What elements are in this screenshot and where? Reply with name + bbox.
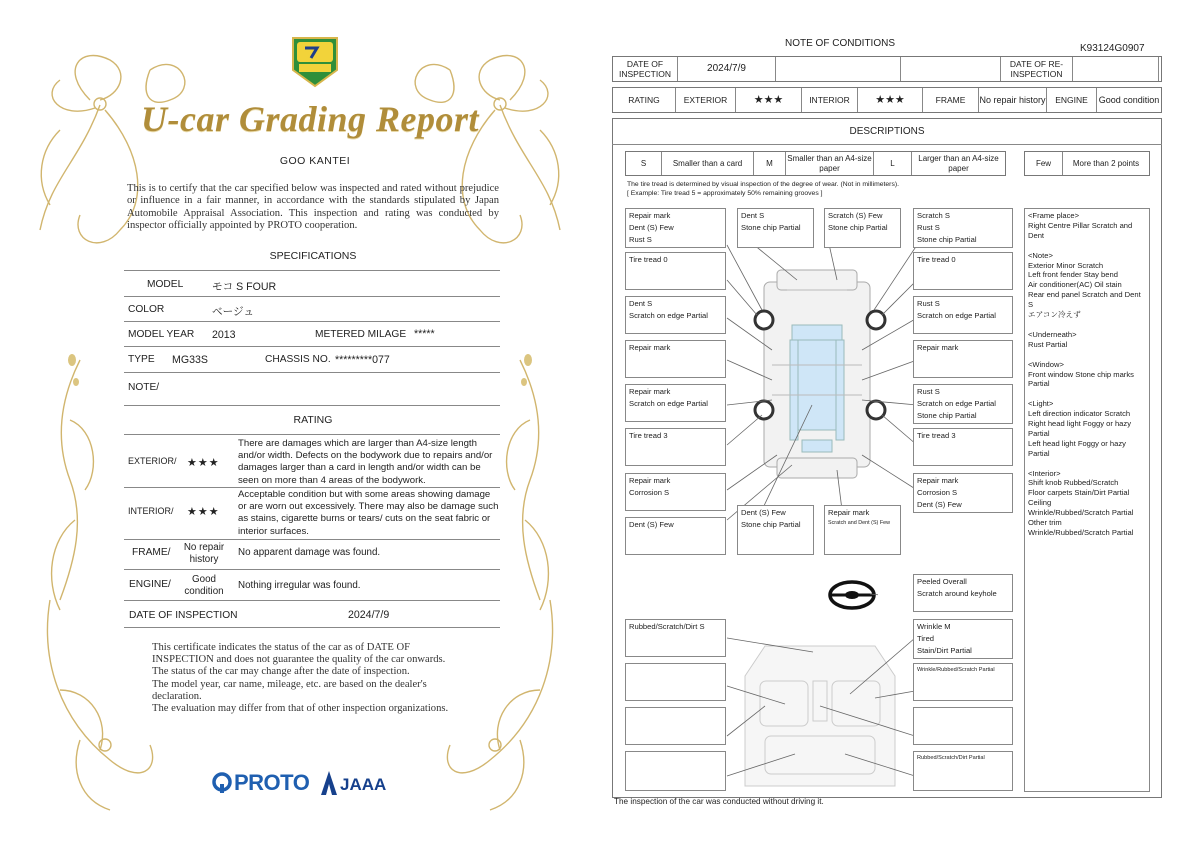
date-value: 2024/7/9 bbox=[348, 609, 390, 621]
engine-value: Good condition bbox=[1098, 95, 1160, 105]
note-empty bbox=[913, 707, 1013, 745]
exterior-label: EXTERIOR bbox=[676, 88, 736, 112]
frame-value: No repair history bbox=[183, 542, 225, 565]
engine-label: ENGINE/ bbox=[129, 579, 171, 590]
chassis-label: CHASSIS NO. bbox=[265, 354, 331, 365]
frame-label: FRAME/ bbox=[132, 547, 171, 558]
note-right-rear-quarter: Repair mark Corrosion S Dent (S) Few bbox=[913, 473, 1013, 513]
proto-logo-icon bbox=[212, 772, 232, 794]
frame-description: No apparent damage was found. bbox=[238, 547, 381, 558]
inspection-footer-note: The inspection of the car was conducted without driving it. bbox=[614, 797, 824, 806]
color-label: COLOR bbox=[128, 304, 165, 315]
interior-stars: ★★★ bbox=[858, 88, 923, 112]
model-year-label: MODEL YEAR bbox=[128, 329, 195, 340]
note-rear-center-right-sub: Scratch and Dent (S) Few bbox=[828, 520, 891, 526]
rating-row bbox=[612, 87, 1162, 113]
frame-value: No repair history bbox=[979, 88, 1047, 112]
interior-stars: ★★★ bbox=[187, 506, 220, 518]
goo-kantei-badge-icon bbox=[287, 32, 343, 90]
legend-code: S bbox=[626, 152, 662, 175]
divider bbox=[124, 321, 500, 322]
note-left-door-front: Repair mark bbox=[625, 340, 726, 378]
proto-logo-text: PROTO bbox=[234, 770, 310, 795]
few-legend bbox=[1024, 151, 1150, 176]
type-label: TYPE bbox=[128, 354, 155, 365]
divider bbox=[124, 569, 500, 570]
exterior-stars: ★★★ bbox=[187, 457, 220, 469]
divider bbox=[124, 539, 500, 540]
divider bbox=[124, 346, 500, 347]
note-front-center-left: Dent S Stone chip Partial bbox=[737, 208, 814, 248]
tire-tread-note: The tire tread is determined by visual inspection of the degree of wear. (Not in millimeters). [ Example: Tire tread 5 = approximately 50% remaining grooves ] bbox=[627, 181, 899, 197]
empty-cell bbox=[776, 57, 901, 81]
legend-desc: Smaller than an A4-size paper bbox=[786, 152, 874, 175]
note-tire-rear-left: Tire tread 3 bbox=[625, 428, 726, 466]
model-label: MODEL bbox=[147, 279, 184, 290]
exterior-stars: ★★★ bbox=[736, 88, 802, 112]
steering-wheel-icon bbox=[826, 578, 878, 612]
reinspection-label: DATE OF RE-INSPECTION bbox=[1001, 57, 1073, 81]
reinspection-value bbox=[1073, 57, 1159, 81]
type-value: MG33S bbox=[172, 354, 208, 366]
chassis-value: *********077 bbox=[335, 354, 390, 366]
note-rear-center-right-title: Repair mark bbox=[828, 508, 870, 517]
model-year-value: 2013 bbox=[212, 329, 236, 341]
conditions-title: NOTE OF CONDITIONS bbox=[785, 38, 895, 49]
note-left-rear-quarter: Repair mark Corrosion S bbox=[625, 473, 726, 511]
date-label: DATE OF INSPECTION bbox=[613, 57, 678, 81]
specifications-heading: SPECIFICATIONS bbox=[269, 250, 357, 262]
jaaa-logo-icon bbox=[320, 770, 338, 796]
exterior-description: There are damages which are larger than A4-size length and/or width. Defects on the bodywork due to repairs and/or damages larger than a card in length and/or width can be seen on more than 4 areas of the bodywork. bbox=[238, 438, 493, 486]
size-legend bbox=[625, 151, 1006, 176]
descriptions-heading: DESCRIPTIONS bbox=[612, 118, 1162, 145]
color-value: ベージュ bbox=[212, 306, 254, 318]
certificate-subtitle: GOO KANTEI bbox=[279, 155, 351, 167]
car-interior-diagram bbox=[725, 636, 915, 798]
mileage-value: ***** bbox=[414, 328, 435, 340]
note-right-fender: Rust S Scratch on edge Partial bbox=[913, 296, 1013, 334]
engine-value: Good condition bbox=[184, 574, 224, 597]
engine-label: ENGINE bbox=[1047, 88, 1097, 112]
certificate-title: U-car Grading Report bbox=[140, 99, 479, 139]
mileage-label: METERED MILAGE bbox=[315, 329, 407, 340]
note-rear-right: Rubbed/Scratch/Dirt Partial bbox=[913, 751, 1013, 791]
note-rear-center-left: Dent (S) Few Stone chip Partial bbox=[737, 505, 814, 555]
date-label: DATE OF INSPECTION bbox=[129, 610, 238, 621]
note-rear-left: Dent (S) Few bbox=[625, 517, 726, 555]
certificate-intro: This is to certify that the car specified below was inspected and rated without prejudice or influence in a fair manner, in accordance with the standards stipulated by Japan Automobile Appraisal Association. This inspection and rating was conducted by inspector officially appointed by PROTO cooperation. bbox=[127, 183, 499, 232]
divider bbox=[124, 405, 500, 406]
note-empty bbox=[625, 663, 726, 701]
jaaa-logo-text: JAAA bbox=[340, 775, 387, 794]
note-right-door-front: Repair mark bbox=[913, 340, 1013, 378]
divider bbox=[124, 372, 500, 373]
note-left-fender: Dent S Scratch on edge Partial bbox=[625, 296, 726, 334]
note-front-right-top: Scratch S Rust S Stone chip Partial bbox=[913, 208, 1013, 248]
note-front-center-right: Scratch (S) Few Stone chip Partial bbox=[824, 208, 901, 248]
divider bbox=[124, 600, 500, 601]
interior-label: INTERIOR bbox=[802, 88, 858, 112]
legend-code: L bbox=[874, 152, 912, 175]
divider bbox=[124, 296, 500, 297]
rating-heading: RATING bbox=[293, 414, 333, 426]
date-value: 2024/7/9 bbox=[678, 57, 776, 81]
few-desc: More than 2 points bbox=[1072, 158, 1140, 168]
rating-label: RATING bbox=[613, 88, 676, 112]
note-left-door-rear: Repair mark Scratch on edge Partial bbox=[625, 384, 726, 422]
legend-desc: Smaller than a card bbox=[662, 152, 754, 175]
note-right-door-rear: Rust S Scratch on edge Partial Stone chip Partial bbox=[913, 384, 1013, 424]
note-empty bbox=[625, 707, 726, 745]
divider bbox=[124, 487, 500, 488]
notes-panel bbox=[1024, 208, 1150, 792]
report-id: K93124G0907 bbox=[1080, 43, 1145, 54]
note-tire-front-left: Tire tread 0 bbox=[625, 252, 726, 290]
interior-label: INTERIOR/ bbox=[128, 506, 174, 516]
note-front-left-top: Repair mark Dent (S) Few Rust S bbox=[625, 208, 726, 248]
empty-cell bbox=[901, 57, 1001, 81]
note-label: NOTE/ bbox=[128, 382, 160, 393]
few-label: Few bbox=[1025, 152, 1063, 175]
note-tire-rear-right: Tire tread 3 bbox=[913, 428, 1013, 466]
exterior-label: EXTERIOR/ bbox=[128, 456, 177, 466]
note-ceiling-left: Rubbed/Scratch/Dirt S bbox=[625, 619, 726, 657]
certificate-footer: This certificate indicates the status of the car as of DATE OF INSPECTION and does not guarantee the quality of the car onwards. The status of the car may change after the date of inspection. The model year, car name, mileage, etc. are based on the dealer's declaration. The evaluation may differ from that of other inspection organizations. bbox=[152, 642, 449, 715]
note-empty bbox=[625, 751, 726, 791]
divider bbox=[124, 627, 500, 628]
note-side-right: Wrinkle/Rubbed/Scratch Partial bbox=[913, 663, 1013, 701]
note-steering: Peeled Overall Scratch around keyhole bbox=[913, 574, 1013, 612]
note-tire-front-right: Tire tread 0 bbox=[913, 252, 1013, 290]
notes-panel-text: <Frame place> Right Centre Pillar Scratch and Dent <Note> Exterior Minor Scratch Left front fender Stay bend Air conditioner(AC) Oil stain Rear end panel Scratch and Dent S エアコン冷えず <Underneath> Rust Partial <Window> Front window Stone chip marks Partial <Light> Left direction indicator Scratch Right head light Foggy or hazy Partial Left head light Foggy or hazy Partial <Interior> Shift knob Rubbed/Scratch Floor carpets Stain/Dirt Partial Ceiling Wrinkle/Rubbed/Scratch Partial Other trim Wrinkle/Rubbed/Scratch Partial bbox=[1028, 211, 1141, 537]
divider bbox=[124, 434, 500, 435]
frame-label: FRAME bbox=[923, 88, 979, 112]
inspection-date-row bbox=[612, 56, 1162, 82]
interior-description: Acceptable condition but with some areas showing damage or are worn out excessively. There may also be damage such as stains, cigarette burns or tears/ cuts on the seat fabric or interior surfaces. bbox=[238, 489, 499, 537]
divider bbox=[124, 270, 500, 271]
note-rear-center-right bbox=[824, 505, 901, 555]
legend-desc: Larger than an A4-size paper bbox=[918, 153, 999, 173]
engine-description: Nothing irregular was found. bbox=[238, 580, 361, 591]
legend-code: M bbox=[754, 152, 786, 175]
note-front-seat-right: Wrinkle M Tired Stain/Dirt Partial bbox=[913, 619, 1013, 659]
model-value: モコ S FOUR bbox=[212, 281, 277, 293]
